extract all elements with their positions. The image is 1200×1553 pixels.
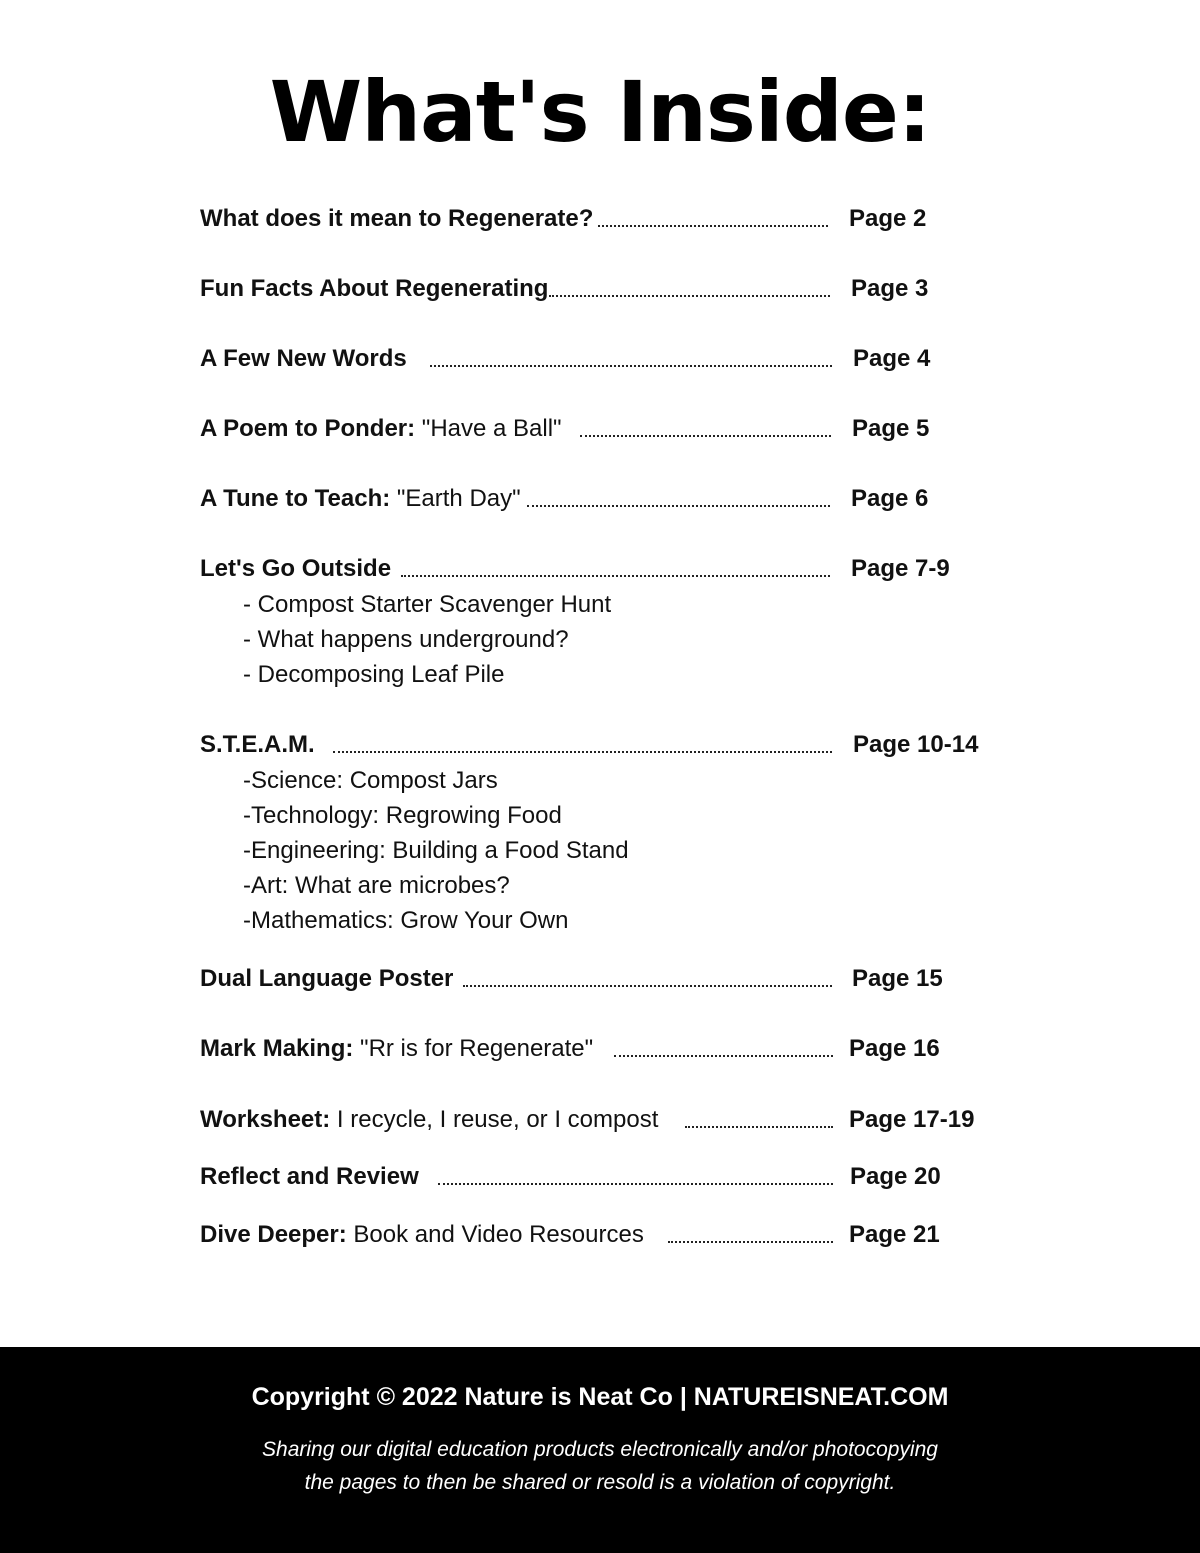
toc-entry-subtitle: "Have a Ball" [415, 415, 562, 442]
toc-entry [200, 481, 929, 517]
toc-page-number: Page 10-14 [853, 731, 979, 758]
toc-entry-label [200, 415, 562, 442]
outside-subitem: - What happens underground? [243, 626, 569, 653]
dot-leader [333, 739, 832, 753]
copyright-notice-line: Sharing our digital education products electronically and/or photocopying [262, 1438, 938, 1461]
toc-entry-title: Dive Deeper: [200, 1221, 347, 1248]
dot-leader [598, 213, 828, 227]
dot-leader [430, 353, 832, 367]
toc-entry [200, 1031, 940, 1067]
toc-page-number: Page 6 [851, 485, 929, 512]
toc-entry-title: What does it mean to Regenerate? [200, 205, 594, 232]
toc-page-number: Page 17-19 [849, 1106, 975, 1133]
toc-entry [200, 1159, 941, 1195]
toc-entry-title: Worksheet: [200, 1106, 331, 1133]
copyright-notice-line: the pages to then be shared or resold is a violation of copyright. [304, 1471, 896, 1494]
toc-entry-title: Mark Making: [200, 1035, 354, 1062]
toc-entry-title: A Tune to Teach: [200, 485, 391, 512]
toc-entry-label [200, 1221, 644, 1248]
toc-entry [200, 411, 930, 447]
copyright-text: Copyright © 2022 Nature is Neat Co | NATUREISNEAT.COM [251, 1383, 949, 1411]
steam-subitem: -Mathematics: Grow Your Own [243, 907, 569, 934]
copyright-notice [0, 1433, 1200, 1499]
toc-entry-title: A Few New Words [200, 345, 407, 372]
toc-entry-label [200, 485, 521, 512]
toc-entry [200, 341, 931, 377]
steam-subitem: -Engineering: Building a Food Stand [243, 837, 629, 864]
outside-subitem: - Compost Starter Scavenger Hunt [243, 591, 612, 618]
toc-entry-label [200, 1035, 593, 1062]
steam-subitem: -Art: What are microbes? [243, 872, 510, 899]
toc-entry [200, 1102, 975, 1138]
toc-entry-label [200, 205, 593, 232]
page-title: What's Inside: [269, 63, 931, 161]
dot-leader [614, 1043, 833, 1057]
toc-entry-subtitle: "Earth Day" [390, 485, 521, 512]
toc-entry [200, 727, 979, 763]
toc-page-number: Page 16 [849, 1035, 940, 1062]
toc-entry-title: Dual Language Poster [200, 965, 454, 992]
dot-leader [463, 973, 832, 987]
steam-subitem: -Science: Compost Jars [243, 767, 498, 794]
toc-entry-subtitle: Book and Video Resources [346, 1221, 644, 1248]
toc-entry-title: Fun Facts About Regenerating [200, 275, 549, 302]
toc-entry-label [200, 275, 548, 302]
toc-entry-title: Reflect and Review [200, 1163, 419, 1190]
dot-leader [401, 563, 830, 577]
toc-page-number: Page 20 [850, 1163, 941, 1190]
toc-entry-subtitle: I recycle, I reuse, or I compost [330, 1106, 659, 1133]
dot-leader [685, 1114, 833, 1128]
toc-entry-label [200, 965, 453, 992]
toc-entry-label [200, 555, 391, 582]
toc-page-number: Page 2 [849, 205, 927, 232]
toc-page-number: Page 3 [851, 275, 929, 302]
toc-entry-title: Let's Go Outside [200, 555, 392, 582]
toc-page-number: Page 15 [852, 965, 943, 992]
steam-subitem: -Technology: Regrowing Food [243, 802, 562, 829]
toc-page-number: Page 4 [853, 345, 931, 372]
toc-entry [200, 961, 943, 997]
footer-bar [0, 1347, 1200, 1553]
toc-entry [200, 271, 929, 307]
toc-entry-title: S.T.E.A.M. [200, 731, 315, 758]
toc-entry-label [200, 1163, 419, 1190]
toc-entry [200, 1217, 940, 1253]
toc-page-number: Page 5 [852, 415, 930, 442]
toc-entry-label [200, 1106, 658, 1133]
dot-leader [668, 1229, 833, 1243]
dot-leader [438, 1171, 833, 1185]
dot-leader [580, 423, 831, 437]
toc-entry-subtitle: "Rr is for Regenerate" [353, 1035, 594, 1062]
dot-leader [549, 283, 830, 297]
dot-leader [527, 493, 830, 507]
outside-subitem: - Decomposing Leaf Pile [243, 661, 505, 688]
toc-entry-title: A Poem to Ponder: [200, 415, 416, 442]
toc-entry-label [200, 731, 315, 758]
toc-entry-label [200, 345, 407, 372]
toc-entry [200, 201, 927, 237]
toc-entry [200, 551, 950, 587]
toc-page-number: Page 7-9 [851, 555, 950, 582]
toc-page-number: Page 21 [849, 1221, 940, 1248]
